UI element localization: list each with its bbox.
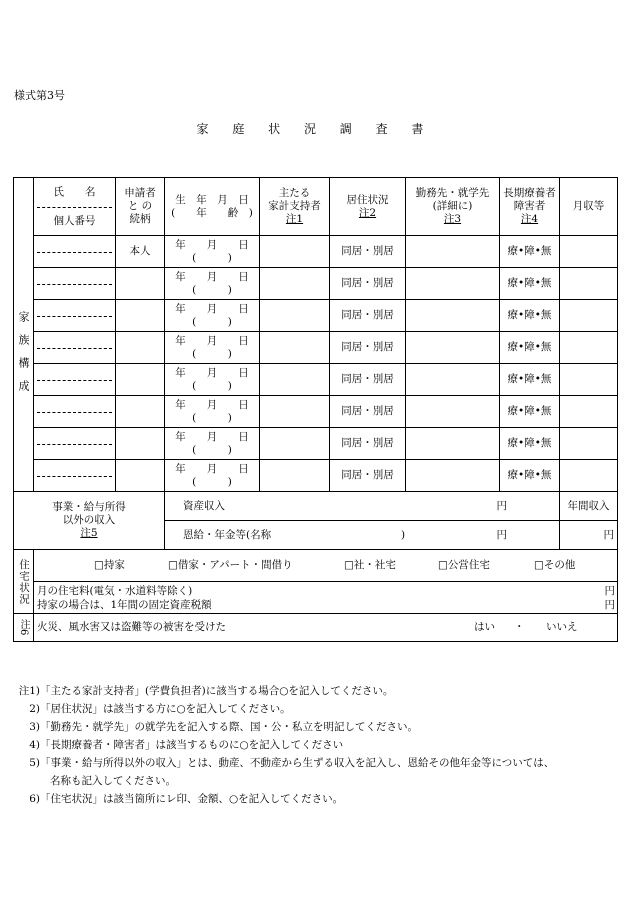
family-income-cell[interactable] (560, 460, 618, 492)
family-row (14, 396, 618, 428)
family-workplace-cell[interactable] (406, 460, 500, 492)
disaster-label: 火災、風水害又は盗難等の被害を受けた (37, 621, 226, 633)
family-row (14, 332, 618, 364)
pension-close: ) (401, 529, 406, 541)
asset-income-yen: 円 (496, 500, 507, 512)
header-longterm-2: 障害者 (513, 200, 546, 212)
note-text: 「主たる家計支持者」(学費負担者)に該当する場合○を記入してください。 (40, 685, 394, 697)
family-workplace-cell[interactable] (406, 428, 500, 460)
disaster-no[interactable]: いいえ (546, 621, 578, 633)
header-residence-label: 居住状況 (346, 193, 389, 206)
family-workplace-cell[interactable] (406, 268, 500, 300)
family-longterm-cell[interactable]: 療•障•無 (500, 300, 560, 332)
family-longterm-cell[interactable]: 療•障•無 (500, 428, 560, 460)
family-supporter-cell[interactable] (260, 300, 330, 332)
header-supporter (260, 178, 330, 236)
header-dob-1: 生 年 月 日 (175, 193, 249, 206)
disaster-note-cell (14, 614, 34, 642)
family-dob-cell[interactable] (165, 460, 260, 492)
header-longterm-note: 注4 (520, 213, 539, 225)
family-workplace-cell[interactable] (406, 300, 500, 332)
family-name-cell[interactable] (34, 332, 116, 364)
note-text: 「居住状況」は該当する方に○を記入してください。 (40, 703, 291, 715)
family-dob-cell[interactable] (165, 332, 260, 364)
dob-line1: 年 月 日 (175, 398, 249, 411)
family-workplace-cell[interactable] (406, 332, 500, 364)
header-individual-number: 個人番号 (53, 215, 96, 227)
housing-option-owned[interactable]: □持家 (94, 559, 125, 571)
family-name-cell[interactable] (34, 364, 116, 396)
family-residence-cell[interactable]: 同居・別居 (330, 300, 406, 332)
header-workplace (406, 178, 500, 236)
pension-label: 恩給・年金等(名称 (183, 528, 272, 541)
family-supporter-cell[interactable] (260, 364, 330, 396)
other-income-note: 注5 (80, 527, 98, 539)
other-income-label-2: 以外の収入 (62, 514, 116, 526)
disaster-note: 注6 (18, 619, 29, 636)
family-income-cell[interactable] (560, 300, 618, 332)
disaster-cell (34, 614, 618, 642)
family-longterm-cell[interactable]: 療•障•無 (500, 332, 560, 364)
family-dob-cell[interactable] (165, 300, 260, 332)
dob-line2: ( ) (192, 411, 232, 424)
header-dob-2: ( 年 齢 ) (171, 206, 253, 219)
note-text: 名称も記入してください。 (50, 775, 176, 787)
family-name-cell[interactable] (34, 268, 116, 300)
family-side-cell (14, 178, 34, 492)
family-income-cell[interactable] (560, 236, 618, 268)
dob-line1: 年 月 日 (175, 302, 249, 315)
dob-line2: ( ) (192, 251, 232, 264)
family-residence-cell[interactable]: 同居・別居 (330, 364, 406, 396)
header-rel-1: 申請者 (124, 187, 156, 199)
dob-line1: 年 月 日 (175, 238, 249, 251)
housing-side-label: 住宅状況 (18, 558, 30, 605)
disaster-yes[interactable]: はい (474, 621, 495, 633)
dob-line2: ( ) (192, 443, 232, 456)
other-income-row-1 (14, 492, 618, 521)
dob-line1: 年 月 日 (175, 462, 249, 475)
family-status-table (13, 177, 618, 642)
family-name-cell[interactable] (34, 460, 116, 492)
family-relation-cell[interactable] (116, 332, 165, 364)
family-workplace-cell[interactable] (406, 396, 500, 428)
dob-line2: ( ) (192, 475, 232, 488)
family-row (14, 428, 618, 460)
dob-line2: ( ) (192, 347, 232, 360)
asset-income-label: 資産収入 (183, 499, 225, 512)
annual-income-header: 年間収入 (560, 492, 618, 521)
family-residence-cell[interactable]: 同居・別居 (330, 268, 406, 300)
family-longterm-cell[interactable]: 療•障•無 (500, 268, 560, 300)
header-dob (165, 178, 260, 236)
header-supporter-note: 注1 (285, 213, 304, 225)
note-line (14, 736, 619, 754)
note-text: 「事業・給与所得以外の収入」とは、動産、不動産から生ずる収入を記入し、恩給その他年金等については、 (40, 757, 555, 769)
rent-label: 月の住宅料(電気・水道料等除く) (37, 585, 193, 597)
family-income-cell[interactable] (560, 428, 618, 460)
housing-options-row (14, 550, 618, 582)
note-number: 5) (29, 757, 40, 769)
family-row (14, 268, 618, 300)
header-workplace-2: (詳細に) (432, 200, 473, 212)
family-dob-cell[interactable] (165, 364, 260, 396)
note-number: 6) (29, 793, 40, 805)
header-residence-note: 注2 (358, 206, 377, 219)
family-name-cell[interactable] (34, 396, 116, 428)
family-row (14, 364, 618, 396)
family-income-cell[interactable] (560, 268, 618, 300)
header-relationship (116, 178, 165, 236)
header-monthly-income: 月収等 (560, 178, 618, 236)
family-relation-cell[interactable] (116, 396, 165, 428)
asset-income-cell[interactable] (165, 492, 560, 521)
family-name-cell[interactable] (34, 428, 116, 460)
family-income-cell[interactable] (560, 396, 618, 428)
housing-option-public[interactable]: □公営住宅 (438, 559, 490, 571)
family-relation-cell[interactable] (116, 300, 165, 332)
header-rel-2: と の (127, 200, 153, 212)
family-income-cell[interactable] (560, 364, 618, 396)
family-supporter-cell[interactable] (260, 332, 330, 364)
dob-line2: ( ) (192, 379, 232, 392)
document-title: 家 庭 状 況 調 査 書 (196, 122, 434, 136)
family-side-label: 家族構成 (17, 311, 30, 403)
family-row (14, 460, 618, 492)
note-number: 4) (29, 739, 40, 751)
family-supporter-cell[interactable] (260, 268, 330, 300)
family-relation-cell[interactable] (116, 268, 165, 300)
dob-line2: ( ) (192, 315, 232, 328)
family-workplace-cell[interactable] (406, 364, 500, 396)
family-dob-cell[interactable] (165, 428, 260, 460)
pension-yen: 円 (496, 529, 507, 541)
family-dob-cell[interactable] (165, 396, 260, 428)
rent-yen: 円 (604, 585, 615, 597)
housing-cost-row (14, 582, 618, 614)
family-residence-cell[interactable]: 同居・別居 (330, 236, 406, 268)
family-relation-cell[interactable]: 本人 (116, 236, 165, 268)
dob-line1: 年 月 日 (175, 270, 249, 283)
family-supporter-cell[interactable] (260, 428, 330, 460)
dob-line2: ( ) (192, 283, 232, 296)
family-dob-cell[interactable] (165, 236, 260, 268)
note-line (14, 772, 619, 790)
family-residence-cell[interactable]: 同居・別居 (330, 428, 406, 460)
family-residence-cell[interactable]: 同居・別居 (330, 396, 406, 428)
housing-option-rental[interactable]: □借家・アパート・間借り (168, 559, 293, 571)
family-relation-cell[interactable] (116, 460, 165, 492)
note-line (14, 790, 619, 808)
tax-yen: 円 (604, 599, 615, 611)
annual-income-value[interactable] (560, 521, 618, 550)
header-longterm-1: 長期療養者 (503, 187, 556, 199)
note-text: 「住宅状況」は該当箇所にレ印、金額、○を記入してください。 (40, 793, 344, 805)
dob-line1: 年 月 日 (175, 334, 249, 347)
family-income-cell[interactable] (560, 332, 618, 364)
family-relation-cell[interactable] (116, 428, 165, 460)
disaster-dot: ・ (514, 621, 525, 633)
note-line (14, 718, 619, 736)
note-number: 3) (29, 721, 40, 733)
note-line (14, 754, 619, 772)
housing-cost-cell[interactable] (34, 582, 618, 614)
family-row (14, 300, 618, 332)
family-row (14, 236, 618, 268)
header-residence (330, 178, 406, 236)
family-residence-cell[interactable]: 同居・別居 (330, 332, 406, 364)
housing-option-company[interactable]: □社・社宅 (344, 559, 396, 571)
family-workplace-cell[interactable] (406, 236, 500, 268)
form-number: 様式第3号 (14, 89, 65, 102)
note-text: 「勤務先・就学先」の就学先を記入する際、国・公・私立を明記してください。 (40, 721, 418, 733)
family-supporter-cell[interactable] (260, 460, 330, 492)
header-name-label: 氏 名 (53, 186, 96, 198)
other-income-label-cell (14, 492, 165, 550)
annual-income-yen: 円 (603, 528, 614, 541)
note-line (14, 682, 619, 700)
family-dob-cell[interactable] (165, 268, 260, 300)
family-relation-cell[interactable] (116, 364, 165, 396)
family-residence-cell[interactable]: 同居・別居 (330, 460, 406, 492)
pension-cell[interactable] (165, 521, 560, 550)
header-longterm (500, 178, 560, 236)
housing-option-other[interactable]: □その他 (534, 559, 576, 571)
dob-line1: 年 月 日 (175, 430, 249, 443)
housing-options (34, 550, 618, 582)
header-workplace-1: 勤務先・就学先 (415, 187, 490, 199)
header-row (14, 178, 618, 236)
header-workplace-note: 注3 (443, 213, 462, 225)
disaster-row (14, 614, 618, 642)
header-supporter-2: 家計支持者 (268, 200, 321, 212)
note-line (14, 700, 619, 718)
family-longterm-cell[interactable]: 療•障•無 (500, 364, 560, 396)
family-longterm-cell[interactable]: 療•障•無 (500, 396, 560, 428)
note-text: 「長期療養者・障害者」は該当するものに○を記入してください (40, 739, 344, 751)
header-rel-3: 続柄 (129, 213, 151, 225)
notes-section (14, 682, 619, 808)
dob-line1: 年 月 日 (175, 366, 249, 379)
header-name (34, 178, 116, 236)
family-supporter-cell[interactable] (260, 236, 330, 268)
header-supporter-1: 主たる (278, 187, 311, 199)
family-longterm-cell[interactable]: 療•障•無 (500, 460, 560, 492)
family-supporter-cell[interactable] (260, 396, 330, 428)
family-longterm-cell[interactable]: 療•障•無 (500, 236, 560, 268)
tax-label: 持家の場合は、1年間の固定資産税額 (37, 599, 212, 611)
other-income-label-1: 事業・給与所得 (52, 501, 126, 513)
family-name-cell[interactable] (34, 236, 116, 268)
note-number: 注1) (18, 685, 40, 697)
note-number: 2) (29, 703, 40, 715)
family-name-cell[interactable] (34, 300, 116, 332)
housing-side-cell (14, 550, 34, 614)
